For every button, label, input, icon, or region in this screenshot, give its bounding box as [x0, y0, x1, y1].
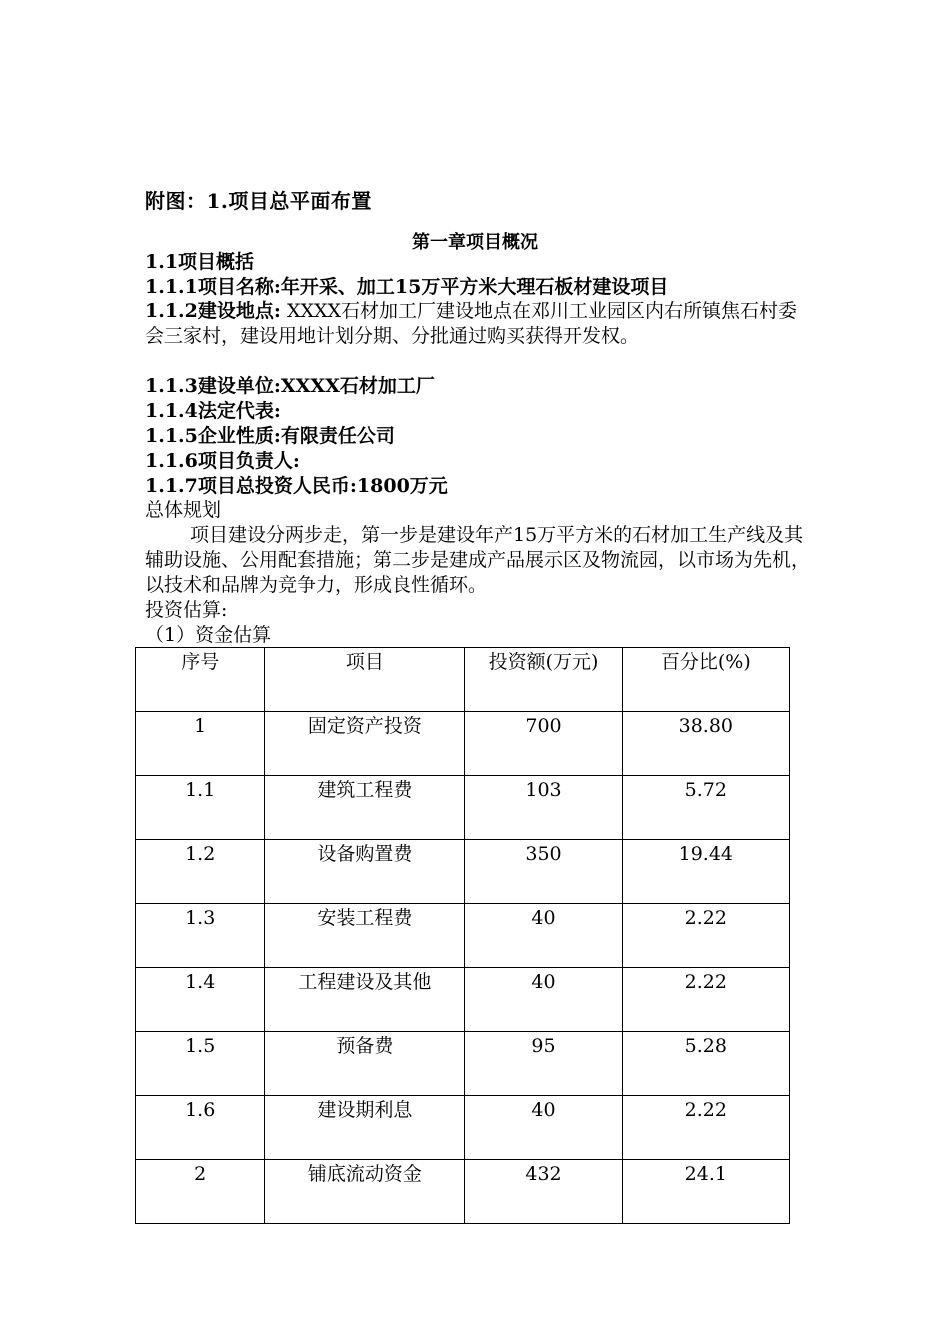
funding-estimate-label: （1）资金估算 — [145, 624, 272, 646]
header-cell-percent: 百分比(%) — [622, 648, 789, 712]
section-heading-1-1: 1.1项目概括 — [145, 251, 255, 273]
table-header-row — [136, 648, 790, 712]
overall-plan-label: 总体规划 — [145, 499, 222, 521]
item-enterprise-type: 1.1.5企业性质:有限责任公司 — [145, 425, 395, 447]
header-cell-amount: 投资额(万元) — [465, 648, 622, 712]
cell-item: 预备费 — [265, 1032, 465, 1096]
cell-percent: 5.72 — [622, 776, 789, 840]
table-row — [136, 904, 790, 968]
cell-percent: 5.28 — [622, 1032, 789, 1096]
cell-amount: 40 — [465, 1096, 622, 1160]
cell-index: 1.4 — [136, 968, 265, 1032]
cell-percent: 2.22 — [622, 1096, 789, 1160]
overall-plan-paragraph: 项目建设分两步走，第一步是建设年产15万平方米的石材加工生产线及其辅助设施、公用配套措施；第二步是建成产品展示区及物流园，以市场为先机，以技术和品牌为竞争力，形成良性循环。 — [145, 524, 811, 596]
table-row — [136, 712, 790, 776]
appendix-heading: 附图：1.项目总平面布置 — [145, 189, 372, 213]
cell-amount: 95 — [465, 1032, 622, 1096]
cell-item: 固定资产投资 — [265, 712, 465, 776]
cell-index: 1.1 — [136, 776, 265, 840]
cell-amount: 700 — [465, 712, 622, 776]
table-row — [136, 1096, 790, 1160]
cell-item: 设备购置费 — [265, 840, 465, 904]
cell-percent: 38.80 — [622, 712, 789, 776]
header-cell-index: 序号 — [136, 648, 265, 712]
cell-amount: 40 — [465, 904, 622, 968]
investment-estimate-label: 投资估算: — [145, 599, 228, 621]
cell-percent: 24.1 — [622, 1160, 789, 1224]
cell-index: 1 — [136, 712, 265, 776]
cell-item: 铺底流动资金 — [265, 1160, 465, 1224]
cell-index: 1.6 — [136, 1096, 265, 1160]
item-legal-representative: 1.1.4法定代表: — [145, 400, 281, 422]
item-construction-site — [145, 299, 810, 349]
cell-item: 建筑工程费 — [265, 776, 465, 840]
funding-estimate-table — [135, 647, 790, 1224]
cell-amount: 350 — [465, 840, 622, 904]
item-project-leader: 1.1.6项目负责人: — [145, 450, 300, 472]
item-total-investment: 1.1.7项目总投资人民币:1800万元 — [145, 475, 448, 497]
cell-percent: 2.22 — [622, 904, 789, 968]
chapter-title: 第一章项目概况 — [412, 232, 538, 253]
cell-index: 1.5 — [136, 1032, 265, 1096]
table-row — [136, 1160, 790, 1224]
cell-index: 1.2 — [136, 840, 265, 904]
construction-site-label: 1.1.2建设地点: — [145, 300, 281, 322]
cell-item: 建设期利息 — [265, 1096, 465, 1160]
cell-index: 2 — [136, 1160, 265, 1224]
table-row — [136, 968, 790, 1032]
item-construction-unit: 1.1.3建设单位:XXXX石材加工厂 — [145, 375, 435, 397]
table-row — [136, 776, 790, 840]
item-project-name: 1.1.1项目名称:年开采、加工15万平方米大理石板材建设项目 — [145, 276, 669, 298]
cell-item: 工程建设及其他 — [265, 968, 465, 1032]
cell-item: 安装工程费 — [265, 904, 465, 968]
cell-amount: 40 — [465, 968, 622, 1032]
cell-percent: 2.22 — [622, 968, 789, 1032]
cell-index: 1.3 — [136, 904, 265, 968]
table-row — [136, 1032, 790, 1096]
cell-percent: 19.44 — [622, 840, 789, 904]
header-cell-item: 项目 — [265, 648, 465, 712]
cell-amount: 432 — [465, 1160, 622, 1224]
construction-site-text: XXXX石材加工厂建设地点在邓川工业园区内右所镇焦石村委会三家村，建设用地计划分期、分批通过购买获得开发权。 — [145, 300, 798, 347]
cell-amount: 103 — [465, 776, 622, 840]
table-row — [136, 840, 790, 904]
